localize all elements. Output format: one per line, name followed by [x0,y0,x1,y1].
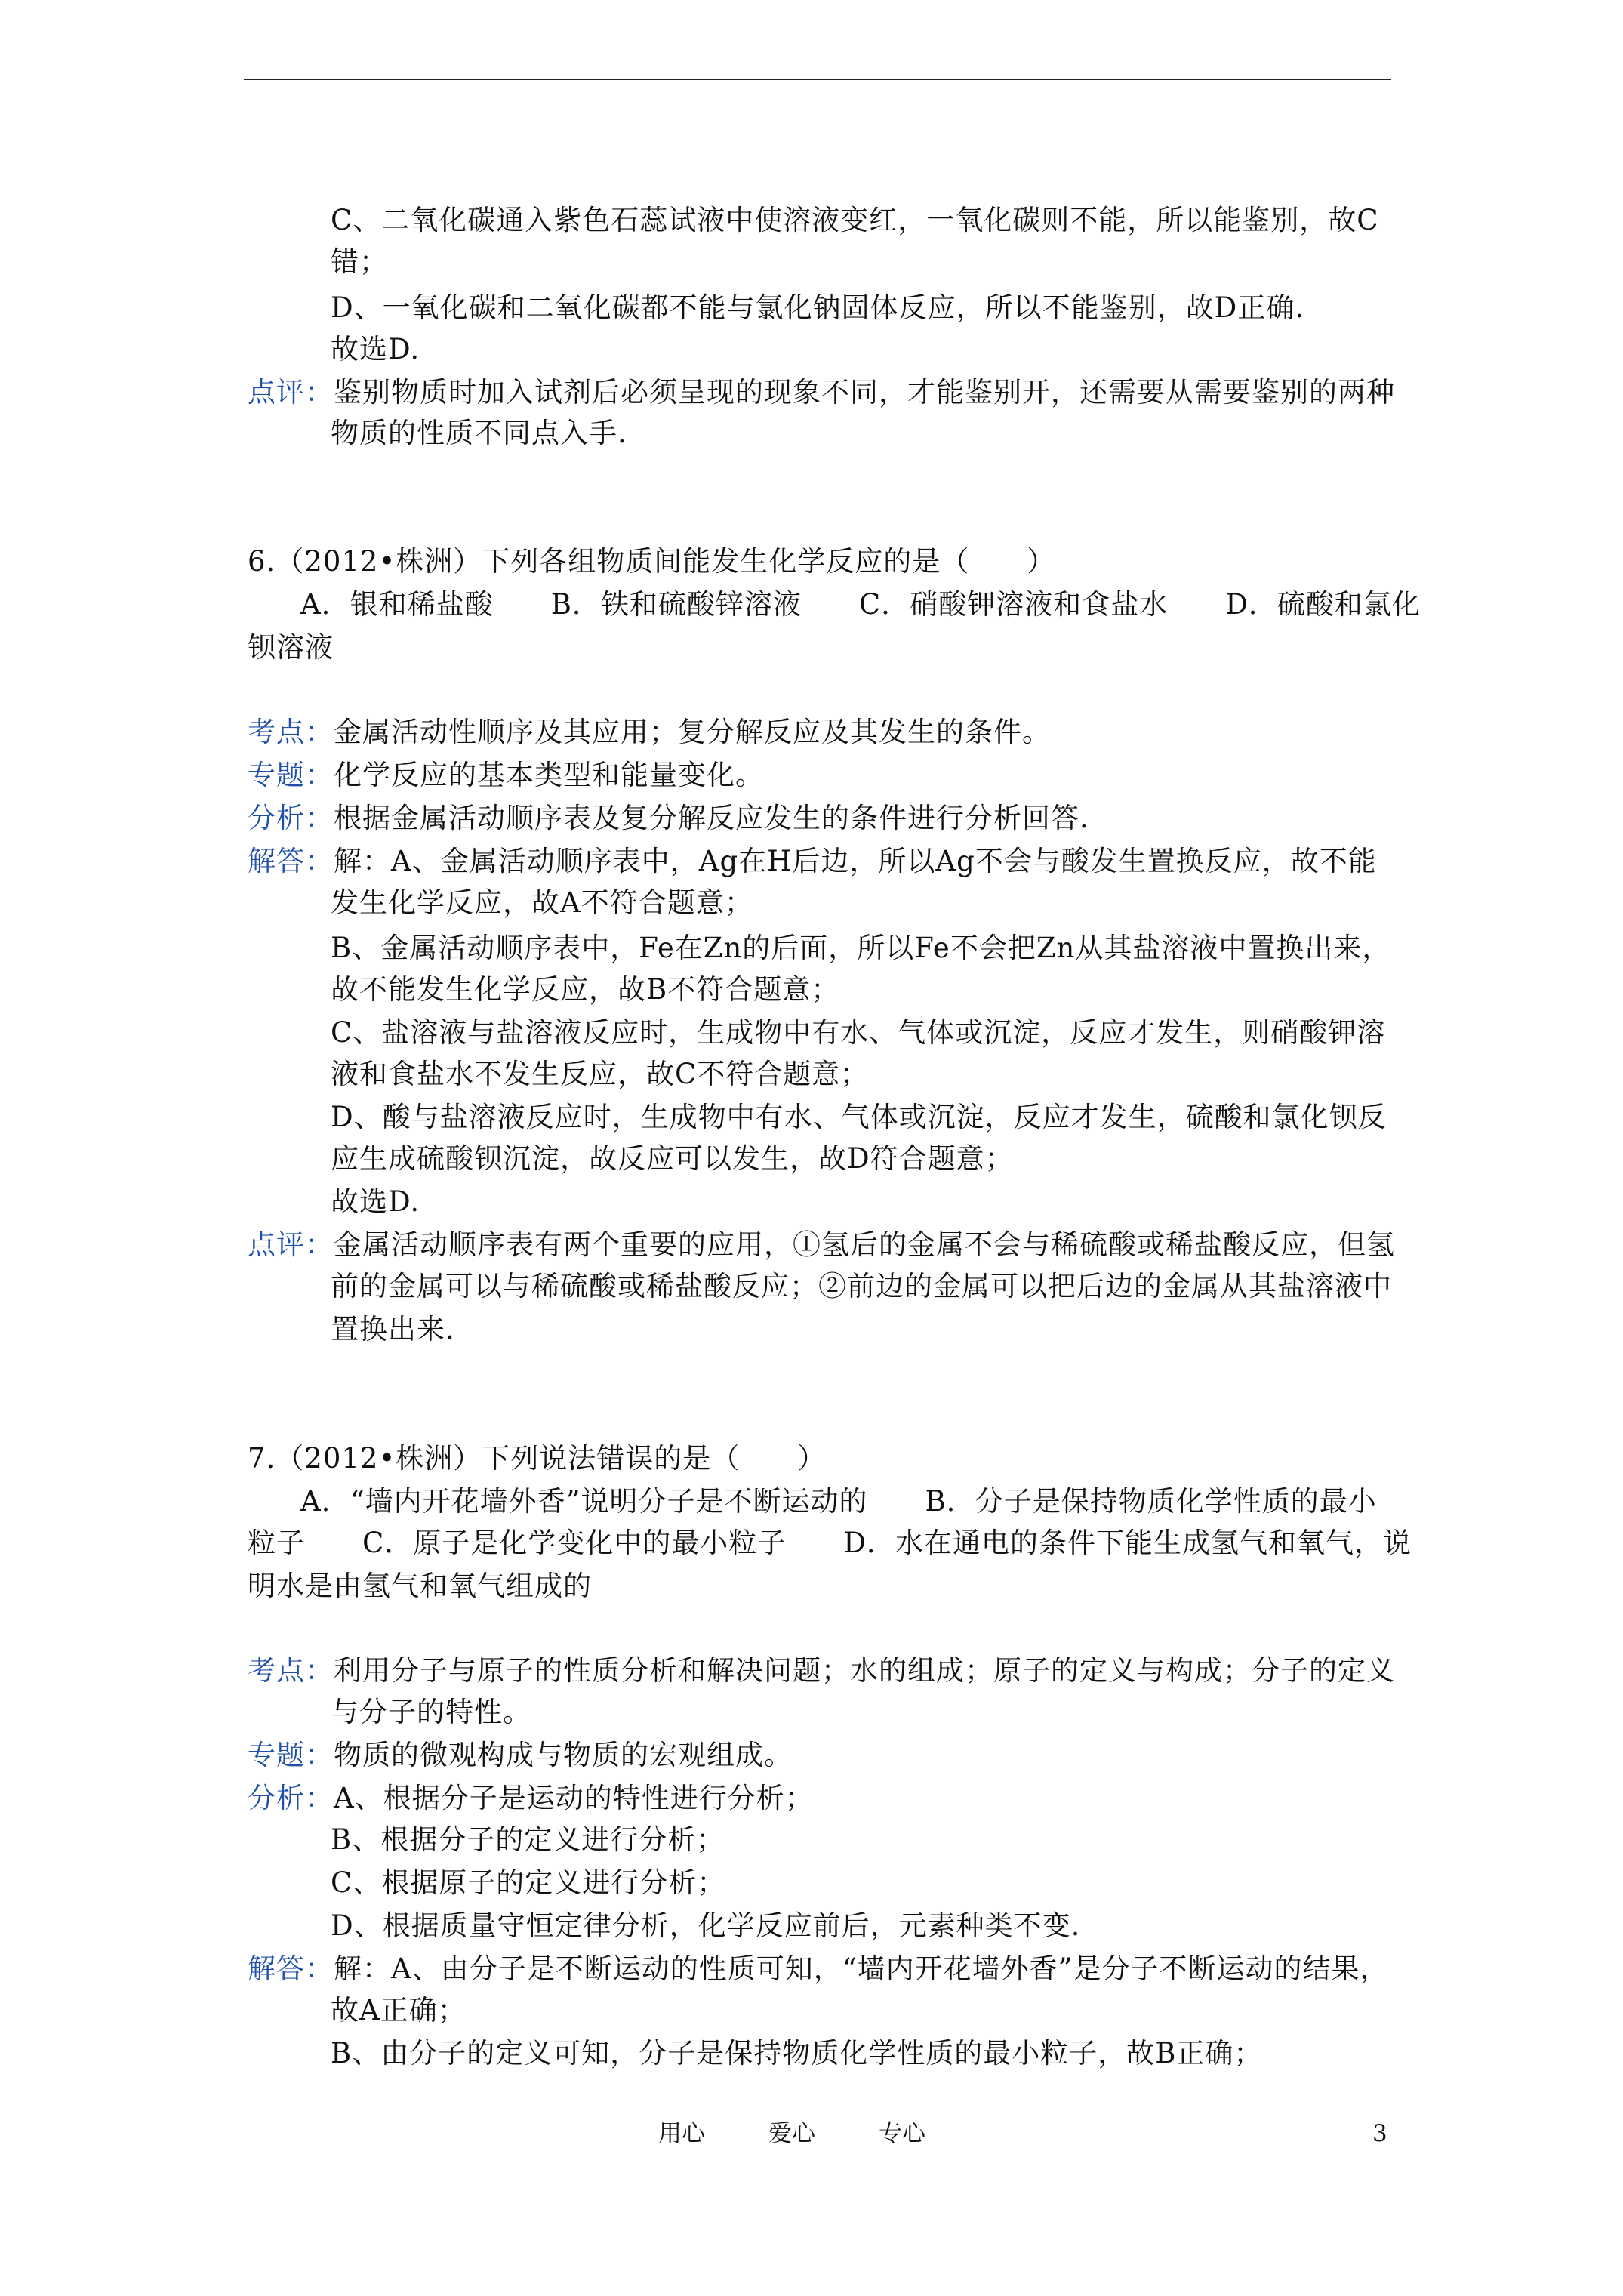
text-line-q7-kd2 [331,1694,531,1730]
section-label: 考点： [248,716,334,748]
line-text: 错； [331,245,388,278]
line-text: 物质的性质不同点入手. [331,417,627,449]
line-text: A．银和稀盐酸 B．铁和硫酸锌溶液 C．硝酸钾溶液和食盐水 D．硫酸和氯化 [300,588,1421,621]
text-line-q5-dp1 [248,374,1395,411]
text-line-q7-jd2 [331,1992,467,2029]
section-label: 考点： [248,1654,334,1687]
footer-slogan-1: 用心 [658,2120,705,2147]
line-text: 故不能发生化学反应，故B不符合题意； [331,973,840,1006]
line-text: 发生化学反应，故A不符合题意； [331,886,753,919]
line-text: 鉴别物质时加入试剂后必须呈现的现象不同，才能鉴别开，还需要从需要鉴别的两种 [334,376,1395,408]
footer-slogan-3: 专心 [879,2120,925,2147]
text-line-q6-jd5 [331,1015,1385,1051]
text-line-q7-opt3 [248,1568,592,1604]
text-line-q6-dp3 [331,1311,455,1348]
text-line-q6-jd1 [248,843,1377,880]
text-line-q7-fx1 [248,1780,814,1817]
text-line-q7-zt [248,1737,793,1774]
text-line-q6-jd3 [331,930,1390,966]
text-line-q7-jd3 [331,2036,1262,2072]
line-text: 6.（2012•株洲）下列各组物质间能发生化学反应的是（ ） [248,545,1056,578]
line-text: 与分子的特性。 [331,1696,531,1728]
line-text: B、金属活动顺序表中，Fe在Zn的后面，所以Fe不会把Zn从其盐溶液中置换出来， [331,932,1391,964]
line-text: 故选D. [331,1185,420,1218]
text-line-q7-fx4 [331,1908,1080,1944]
line-text: 前的金属可以与稀硫酸或稀盐酸反应；②前边的金属可以把后边的金属从其盐溶液中 [331,1270,1392,1302]
line-text: 粒子 C．原子是化学变化中的最小粒子 D．水在通电的条件下能生成氢气和氧气，说 [248,1527,1412,1559]
line-text: C、盐溶液与盐溶液反应时，生成物中有水、气体或沉淀，反应才发生，则硝酸钾溶 [331,1016,1386,1049]
section-label: 专题： [248,1739,334,1771]
page-number: 3 [1372,2120,1387,2147]
text-line-q7-opt2 [248,1525,1412,1561]
text-line-q6-stem [248,544,1055,580]
line-text: 7.（2012•株洲）下列说法错误的是（ ） [248,1442,827,1475]
line-text: 故选D. [331,333,420,365]
text-line-q5-c1 [331,202,1379,239]
header-rule [244,79,1391,80]
line-text: 金属活动性顺序及其应用；复分解反应及其发生的条件。 [334,716,1051,748]
line-text: 应生成硫酸钡沉淀，故反应可以发生，故D符合题意； [331,1142,1014,1175]
line-text: A、根据分子是运动的特性进行分析； [334,1782,814,1814]
text-line-q7-fx3 [331,1865,725,1901]
line-text: 金属活动顺序表有两个重要的应用，①氢后的金属不会与稀硫酸或稀盐酸反应，但氢 [334,1228,1395,1261]
text-line-q6-jd7 [331,1099,1387,1136]
text-line-q6-dp1 [248,1227,1395,1263]
text-line-q7-opt1 [300,1484,1377,1520]
line-text: D、一氧化碳和二氧化碳都不能与氯化钠固体反应，所以不能鉴别，故D正确. [331,291,1305,324]
text-line-q5-d [331,290,1304,326]
text-line-q6-jd2 [331,885,753,921]
text-line-q5-ans [331,331,420,368]
line-text: 根据金属活动顺序表及复分解反应发生的条件进行分析回答. [334,802,1089,834]
text-line-q6-dp2 [331,1268,1392,1305]
text-line-q6-opt1 [300,587,1421,623]
text-line-q6-zt [248,757,764,794]
line-text: 物质的微观构成与物质的宏观组成。 [334,1739,793,1771]
line-text: C、根据原子的定义进行分析； [331,1866,726,1899]
line-text: 故A正确； [331,1994,467,2026]
section-label: 点评： [248,376,334,408]
text-line-q6-jd6 [331,1056,869,1093]
line-text: 钡溶液 [248,631,334,664]
section-label: 分析： [248,1782,334,1814]
section-label: 解答： [248,845,334,877]
footer-slogan-2: 爱心 [768,2120,815,2147]
line-text: A．“墙内开花墙外香”说明分子是不断运动的 B．分子是保持物质化学性质的最小 [300,1485,1377,1518]
line-text: B、由分子的定义可知，分子是保持物质化学性质的最小粒子，故B正确； [331,2037,1263,2069]
line-text: B、根据分子的定义进行分析； [331,1823,725,1856]
line-text: 明水是由氢气和氧气组成的 [248,1570,592,1602]
line-text: D、酸与盐溶液反应时，生成物中有水、气体或沉淀，反应才发生，硫酸和氯化钡反 [331,1101,1387,1133]
line-text: 液和食盐水不发生反应，故C不符合题意； [331,1058,870,1090]
line-text: D、根据质量守恒定律分析，化学反应前后，元素种类不变. [331,1909,1081,1942]
text-line-q5-c2 [331,244,388,280]
section-label: 解答： [248,1952,334,1985]
line-text: 置换出来. [331,1313,455,1345]
section-label: 点评： [248,1228,334,1261]
line-text: 解：A、金属活动顺序表中，Ag在H后边，所以Ag不会与酸发生置换反应，故不能 [334,845,1377,877]
line-text: 利用分子与原子的性质分析和解决问题；水的组成；原子的定义与构成；分子的定义 [334,1654,1395,1687]
line-text: 化学反应的基本类型和能量变化。 [334,759,764,791]
text-line-q7-stem [248,1441,826,1477]
text-line-q6-jd4 [331,972,839,1008]
line-text: C、二氧化碳通入紫色石蕊试液中使溶液变红，一氧化碳则不能，所以能鉴别，故C [331,204,1379,236]
text-line-q6-opt2 [248,630,334,666]
line-text: 解：A、由分子是不断运动的性质可知，“墙内开花墙外香”是分子不断运动的结果， [334,1952,1389,1985]
section-label: 分析： [248,802,334,834]
text-line-q7-fx2 [331,1822,725,1858]
text-line-q6-kd [248,714,1051,750]
text-line-q6-fx [248,800,1089,837]
text-line-q6-jd8 [331,1141,1014,1177]
section-label: 专题： [248,759,334,791]
text-line-q6-jd9 [331,1184,420,1220]
text-line-q7-jd1 [248,1951,1389,1987]
text-line-q5-dp2 [331,415,627,451]
text-line-q7-kd1 [248,1653,1395,1689]
